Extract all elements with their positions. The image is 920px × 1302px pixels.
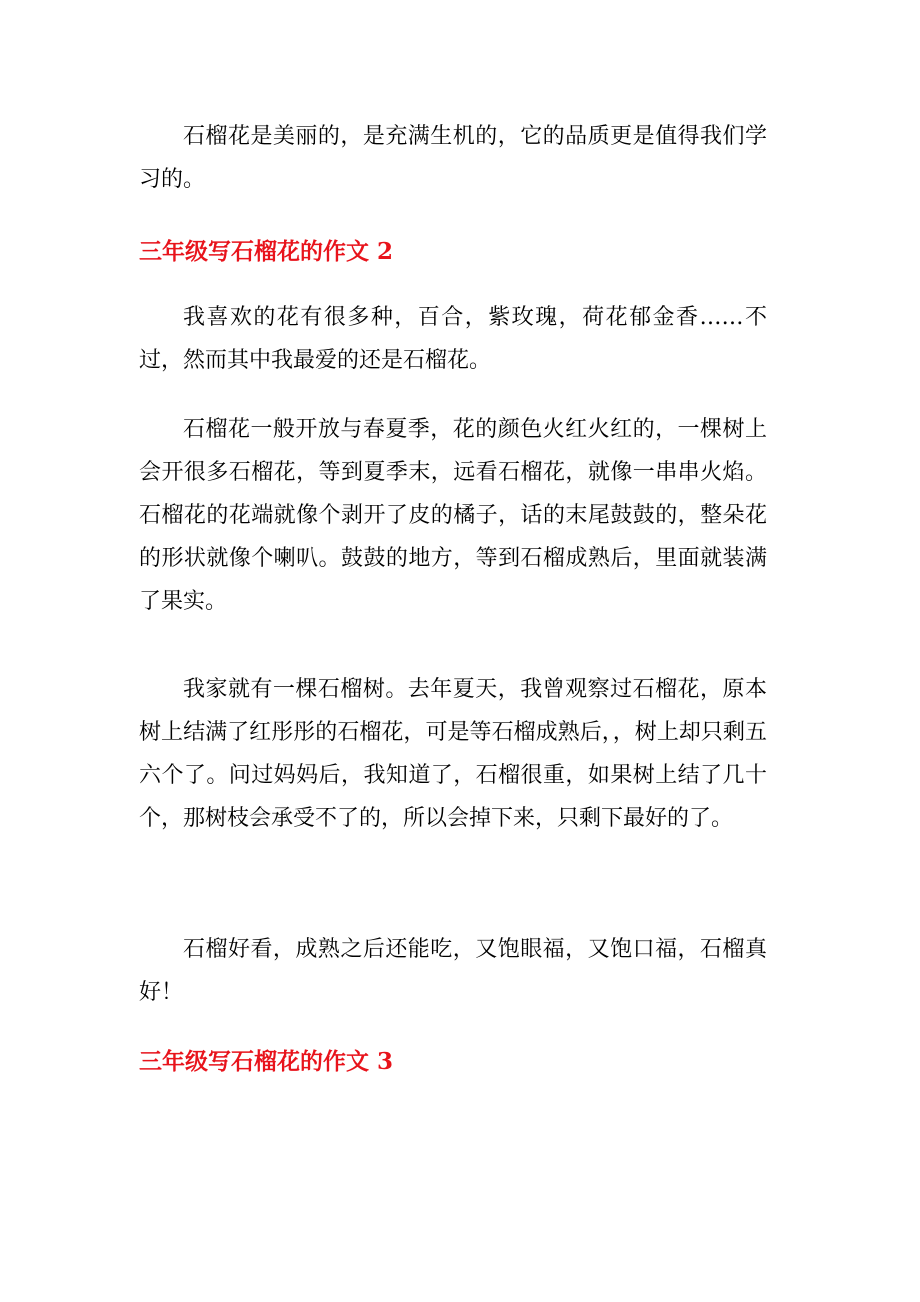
- intro-paragraph: 石榴花是美丽的，是充满生机的，它的品质更是值得我们学习的。: [139, 124, 767, 192]
- essay-3-heading: 三年级写石榴花的作文 3: [139, 1048, 394, 1075]
- essay-2-paragraph-2: 石榴花一般开放与春夏季，花的颜色火红火红的，一棵树上会开很多石榴花，等到夏季末，远看石榴花，就像一串串火焰。石榴花的花端就像个剥开了皮的橘子，话的末尾鼓鼓的，整朵花的形状就像个喇叭。鼓鼓的地方，等到石榴成熟后，里面就装满了果实。: [139, 417, 767, 614]
- essay-2-paragraph-4: 石榴好看，成熟之后还能吃，又饱眼福，又饱口福，石榴真好！: [139, 937, 767, 1005]
- essay-2-paragraph-1: 我喜欢的花有很多种，百合，紫玫瑰，荷花郁金香……不过，然而其中我最爱的还是石榴花。: [139, 305, 767, 373]
- essay-2-heading: 三年级写石榴花的作文 2: [139, 238, 394, 265]
- essay-2-paragraph-3: 我家就有一棵石榴树。去年夏天，我曾观察过石榴花，原本树上结满了红彤彤的石榴花，可是等石榴成熟后，，树上却只剩五六个了。问过妈妈后，我知道了，石榴很重，如果树上结了几十个，那树枝会承受不了的，所以会掉下来，只剩下最好的了。: [139, 677, 767, 831]
